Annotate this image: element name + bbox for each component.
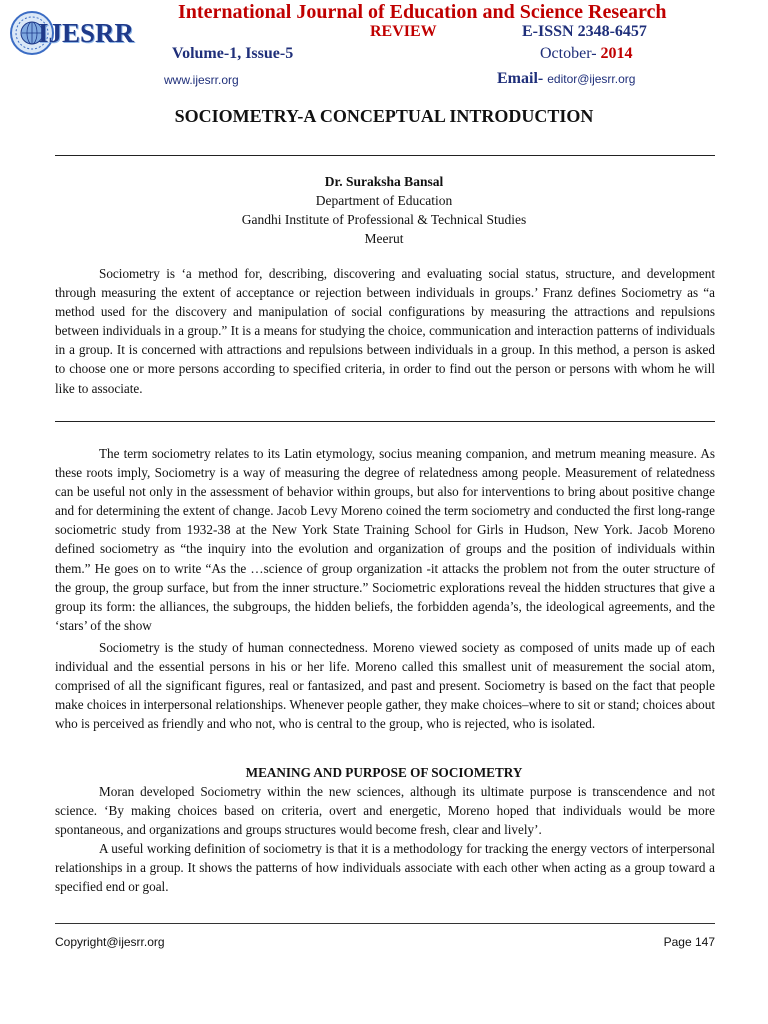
review-label: REVIEW [370,23,437,40]
abstract-paragraph: Sociometry is ‘a method for, describing, discovering and evaluating social status, structure, and development through measuring the extent of acceptance or rejection between individuals in groups.’ Franz defines Sociometry as “a method used for the discovery and manipulation of social configurations by measuring the attractions and repulsions between individuals in a group.” It is a means for studying the choice, communication and interaction patterns of individuals in a group. It is concerned with attractions and repulsions between individuals in a group. In this method, a person is asked to choose one or more persons according to specified criteria, in order to find out the person or persons with whom he will like to associate. [55,266,715,396]
body-paragraph-3: Moran developed Sociometry within the new sciences, although its ultimate purpose is transcendence and not science. ‘By making choices based on criteria, overt and energetic, Moreno hoped that individuals would be more spontaneous, and organizations and groups structures would become fresh, clear and lively’. [55,784,715,838]
email-label: Email- [497,70,544,87]
journal-logo [8,8,148,58]
abstract-divider [55,421,715,422]
eissn-prefix: E- [522,23,538,40]
email-address-link[interactable]: editor@ijesrr.org [547,72,636,86]
eissn-number: ISSN 2348-6457 [538,23,647,40]
body-paragraph-4: A useful working definition of sociometry is that it is a methodology for tracking the energy vectors of interpersonal relationships in a group. It shows the patterns of how individuals associate with each other when acting as a group toward a specified end or goal. [55,841,715,895]
email [497,70,635,88]
section-heading: MEANING AND PURPOSE OF SOCIOMETRY [245,765,523,780]
issue-month: October- [540,45,597,62]
body-paragraph-1: The term sociometry relates to its Latin etymology, socius meaning companion, and metrum meaning measure. As these roots imply, Sociometry is a way of measuring the degree of relatedness among people. Measurement of relatedness can be useful not only in the assessment of behavior within groups, but also for interventions to bring about positive change and for determining the extent of change. Jacob Levy Moreno coined the term sociometry and conducted the first long-range sociometric study from 1932-38 at the New York State Training School for Girls in Hudson, New York. Jacob Moreno defined sociometry as “the inquiry into the evolution and organization of groups and the position of individuals within them.” He goes on to write “As the …science of group organization -it attacks the problem not from the outer structure of the group, the group surface, but from the inner structure.” Sociometric explorations reveal the hidden structures that give a group its form: the alliances, the subgroups, the hidden beliefs, the forbidden agenda’s, the ideological agreements, and the ‘stars’ of the show [55,446,715,633]
issue-year: 2014 [600,45,633,62]
author-department: Department of Education [315,193,453,208]
eissn [522,23,647,41]
footer-divider [55,923,715,924]
body-paragraph-2: Sociometry is the study of human connectedness. Moreno viewed society as composed of units made up of each individual and the essential persons in his or her life. Moreno called this smallest unit of measurement the social atom, comprised of all the significant figures, real or fantasized, and past and present. Sociometry is based on the fact that people make choices in interpersonal relationships. Whenever people gather, they make choices–where to sit or stand; choices about who is perceived as friendly and who not, who is central to the group, who is rejected, who is isolated. [55,640,715,732]
page-number: Page 147 [663,935,715,949]
volume-issue: Volume-1, Issue-5 [172,45,294,62]
author-name: Dr. Suraksha Bansal [324,174,444,189]
author-institute: Gandhi Institute of Professional & Technical Studies [241,212,527,227]
title-divider [55,155,715,156]
author-city: Meerut [364,231,404,246]
website-link[interactable]: www.ijesrr.org [164,73,239,87]
journal-title: International Journal of Education and Science Research [178,1,667,23]
copyright-text: Copyright@ijesrr.org [55,935,165,949]
paper-title: SOCIOMETRY-A CONCEPTUAL INTRODUCTION [174,106,594,126]
author-block [0,172,768,248]
issue-date [540,45,633,63]
logo-text: IJESRR [38,18,135,48]
